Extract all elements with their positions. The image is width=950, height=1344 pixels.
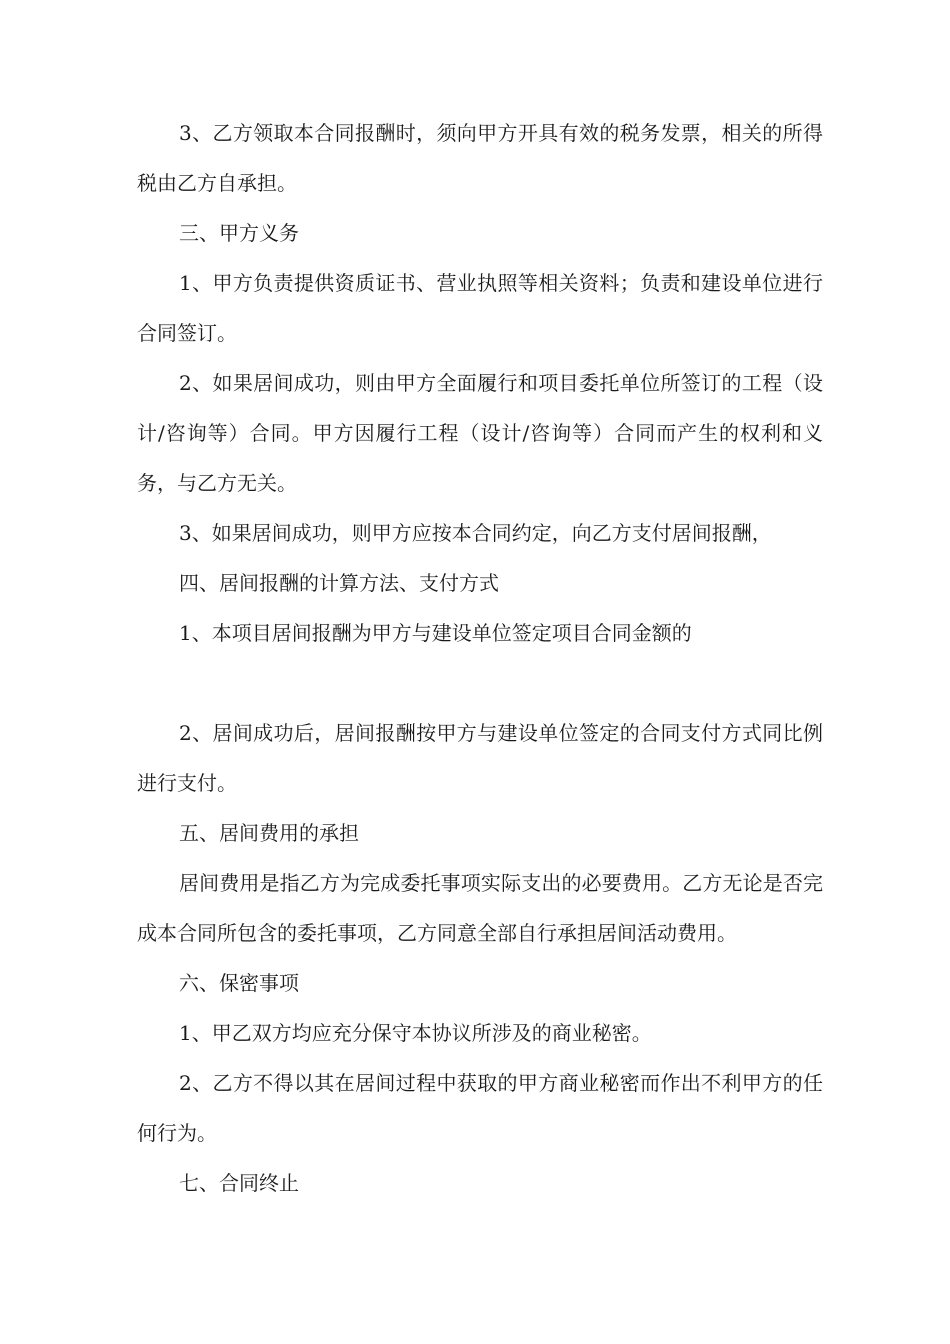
paragraph-confidentiality-2: 2、乙方不得以其在居间过程中获取的甲方商业秘密而作出不利甲方的任何行为。 <box>137 1071 823 1145</box>
paragraph-party-a-performance: 2、如果居间成功，则由甲方全面履行和项目委托单位所签订的工程（设计/咨询等）合同。甲方因履行工程（设计/咨询等）合同而产生的权利和义务，与乙方无关。 <box>137 371 823 495</box>
paragraph-expenses: 居间费用是指乙方为完成委托事项实际支出的必要费用。乙方无论是否完成本合同所包含的委托事项，乙方同意全部自行承担居间活动费用。 <box>137 871 823 945</box>
section-heading-party-a-obligations: 三、甲方义务 <box>179 221 299 245</box>
section-heading-remuneration: 四、居间报酬的计算方法、支付方式 <box>179 571 499 595</box>
paragraph-remuneration-rate: 1、本项目居间报酬为甲方与建设单位签定项目合同金额的 <box>179 621 692 645</box>
paragraph-party-a-documents: 1、甲方负责提供资质证书、营业执照等相关资料；负责和建设单位进行合同签订。 <box>137 271 823 345</box>
paragraph-party-a-payment: 3、如果居间成功，则甲方应按本合同约定，向乙方支付居间报酬， <box>179 521 772 545</box>
paragraph-confidentiality-1: 1、甲乙双方均应充分保守本协议所涉及的商业秘密。 <box>179 1021 652 1045</box>
section-heading-confidentiality: 六、保密事项 <box>179 971 299 995</box>
document-body <box>137 108 823 1208</box>
paragraph-payment-method: 2、居间成功后，居间报酬按甲方与建设单位签定的合同支付方式同比例进行支付。 <box>137 721 823 795</box>
paragraph-invoice-tax: 3、乙方领取本合同报酬时，须向甲方开具有效的税务发票，相关的所得税由乙方自承担。 <box>137 121 823 195</box>
section-heading-expenses: 五、居间费用的承担 <box>179 821 359 845</box>
blank-line <box>137 658 823 708</box>
section-heading-termination: 七、合同终止 <box>179 1171 299 1195</box>
